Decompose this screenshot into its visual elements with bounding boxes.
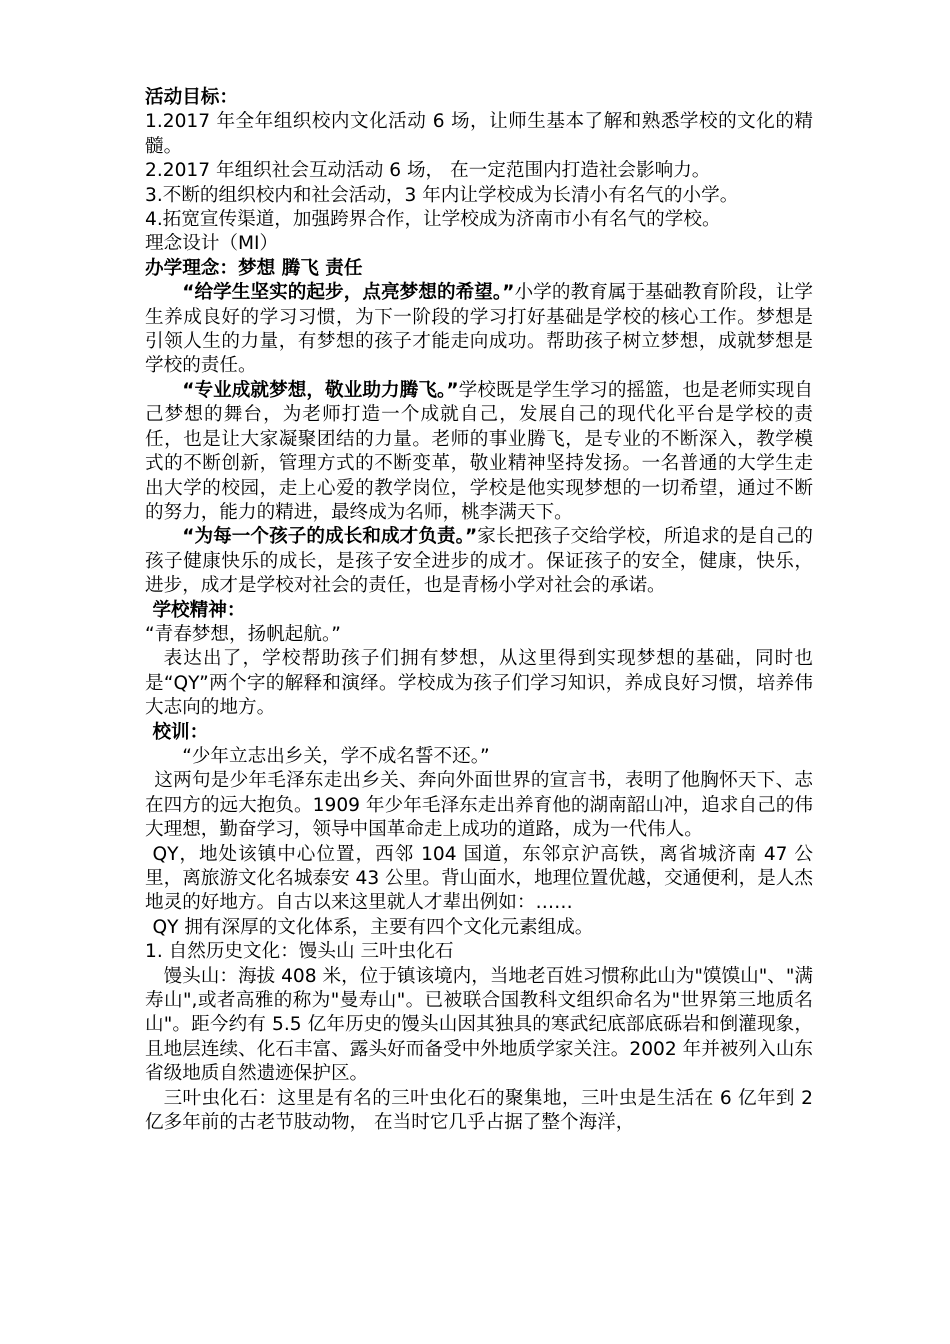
mantou-paragraph: 馒头山：海拔 408 米，位于镇该境内，当地老百姓习惯称此山为"馍馍山"、"满寿山",或者高雅的称为"曼寿山"。已被联合国教科文组织命名为"世界第三地质名山"。距今约有 5.5 亿年历史的馒头山因其独具的寒武纪底部底砾岩和倒灌现象，且地层连续、化石丰富、露头好而备受中外地质学家关注。2002 年并被列入山东省级地质自然遗迹保护区。 [145,965,813,1085]
mi-heading: 理念设计（MI） [145,233,279,255]
spirit-heading: 学校精神： [152,599,246,621]
goal-item-3: 3.不断的组织校内和社会活动，3 年内让学校成为长清小有名气的小学。 [145,184,739,206]
spirit-motto: “青春梦想，扬帆起航。” [145,623,341,645]
school-motto-body: 这两句是少年毛泽东走出乡关、奔向外面世界的宣言书，表明了他胸怀天下、志在四方的远大抱负。1909 年少年毛泽东走出养育他的湖南韶山冲，追求自己的伟大理想，勤奋学习，领导中国革命走上成功的道路，成为一代伟人。 [145,770,813,841]
document-page [145,86,813,1135]
goal-item-1: 1.2017 年全年组织校内文化活动 6 场，让师生基本了解和熟悉学校的文化的精髓。 [145,111,813,157]
philosophy-body-3: 家长把孩子交给学校，所追求的是自己的孩子健康快乐的成长，是孩子安全进步的成才。保证孩子的安全，健康，快乐，进步，成才是学校对社会的责任，也是青杨小学对社会的承诺。 [145,526,813,597]
spirit-body: 表达出了，学校帮助孩子们拥有梦想，从这里得到实现梦想的基础，同时也是“QY”两个字的解释和演绎。学校成为孩子们学习知识，养成良好习惯，培养伟大志向的地方。 [145,648,813,719]
philosophy-paragraph-3 [145,525,813,598]
philosophy-body-1: 小学的教育属于基础教育阶段，让学生养成良好的学习习惯，为下一阶段的学习打好基础是学校的核心工作。梦想是引领人生的力量，有梦想的孩子才能走向成功。帮助孩子树立梦想，成就梦想是学校的责任。 [145,282,813,377]
philosophy-heading: 办学理念：梦想 腾飞 责任 [145,257,363,279]
location-paragraph: QY，地处该镇中心位置，西邻 104 国道，东邻京沪高铁，离省城济南 47 公里，离旅游文化名城泰安 43 公里。背山面水，地理位置优越，交通便利，是人杰地灵的好地方。自古以来这里就人才辈出例如：…… [145,843,813,914]
goal-item-2: 2.2017 年组织社会互动活动 6 场， 在一定范围内打造社会影响力。 [145,160,711,182]
philosophy-lead-1: “给学生坚实的起步，点亮梦想的希望。” [182,282,515,304]
philosophy-paragraph-1 [145,281,813,379]
school-motto-heading: 校训： [152,721,209,743]
goals-heading: 活动目标： [145,87,238,108]
nature-heading: 1. 自然历史文化：馒头山 三叶虫化石 [145,941,454,963]
philosophy-body-2: 学校既是学生学习的摇篮，也是老师实现自己梦想的舞台，为老师打造一个成就自己，发展自己的现代化平台是学校的责任，也是让大家凝聚团结的力量。老师的事业腾飞，是专业的不断深入，教学模式的不断创新，管理方式的不断变革，敬业精神坚持发扬。一名普通的大学生走出大学的校园，走上心爱的教学岗位，学校是他实现梦想的一切希望，通过不断的努力，能力的精进，最终成为名师，桃李满天下。 [145,379,813,523]
trilobite-paragraph: 三叶虫化石：这里是有名的三叶虫化石的聚集地，三叶虫是生活在 6 亿年到 2 亿多年前的古老节肢动物， 在当时它几乎占据了整个海洋， [145,1087,813,1134]
philosophy-paragraph-2 [145,379,813,525]
school-motto-text: “少年立志出乡关，学不成名誓不还。” [182,745,490,767]
philosophy-lead-3: “为每一个孩子的成长和成才负责。” [182,526,478,548]
goal-item-4: 4.拓宽宣传渠道，加强跨界合作，让学校成为济南市小有名气的学校。 [145,209,721,231]
culture-paragraph: QY 拥有深厚的文化体系，主要有四个文化元素组成。 [152,916,594,938]
philosophy-lead-2: “专业成就梦想，敬业助力腾飞。” [182,379,459,401]
